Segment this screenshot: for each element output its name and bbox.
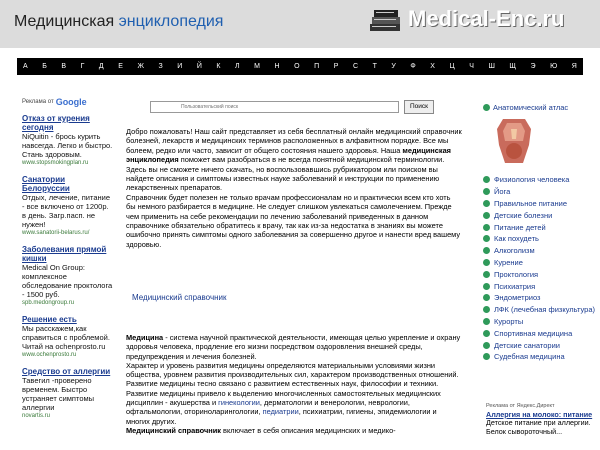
medical-reference-link[interactable]: Медицинский справочник: [132, 293, 227, 302]
category-link[interactable]: [483, 339, 600, 351]
ads-list: [22, 114, 114, 421]
intro-paragraph-2: Справочник будет полезен не только врачам профессионалам но и практически всем кто хоть бы немного разбирается в медицине. Не следует слишком увлекаться самолечением. Прежде чем применить на себе рекомендации по лечению заболеваний приведенных в данном справочнике обязательно обратитесь к врачу, так как из-за недостатка в знаниях вы можете ошибочно принять симптомы одного заболевания за совершенно другое и нанести вред вашему здоровью.: [126, 192, 461, 249]
right-ad-body: Детское питание при аллергии. Белок сывороточный...: [486, 418, 591, 436]
alphabet-letter[interactable]: Ф: [410, 63, 416, 70]
alphabet-letter[interactable]: Т: [372, 63, 377, 70]
google-brand: Google: [55, 97, 87, 107]
ad-url[interactable]: www.ochenprosto.ru: [22, 352, 77, 358]
ad-item: [22, 114, 114, 168]
alphabet-letter[interactable]: Я: [571, 63, 577, 70]
category-link[interactable]: [483, 316, 600, 328]
bullet-icon: [483, 188, 490, 195]
bullet-icon: [483, 306, 490, 313]
category-label: Питание детей: [494, 222, 546, 232]
bullet-icon: [483, 342, 490, 349]
alphabet-letter[interactable]: Щ: [509, 63, 516, 70]
ad-url[interactable]: novartis.ru: [22, 413, 51, 419]
bullet-icon: [483, 271, 490, 278]
category-label: Судебная медицина: [494, 352, 565, 362]
bullet-icon: [483, 283, 490, 290]
main-paragraph-1: [126, 333, 462, 361]
ad-title-link[interactable]: Средство от аллергии: [22, 367, 111, 376]
category-label: Алкоголизм: [494, 246, 535, 256]
main-p3-b: , дерматологии и венерологии, неврологии, офтальмологии, оториноларингологии,: [126, 398, 410, 417]
category-label: Йога: [494, 187, 511, 197]
alphabet-letter[interactable]: Ж: [137, 63, 144, 70]
alphabet-letter[interactable]: К: [216, 63, 221, 70]
ad-title-link[interactable]: Санатории Белоруссии: [22, 175, 70, 193]
category-label: Детские санатории: [494, 340, 560, 350]
main-p4-bold: Медицинский справочник: [126, 425, 221, 435]
intro-paragraph-1: [126, 127, 462, 193]
main-paragraph-4: [126, 426, 462, 435]
intro-p1-start: Добро пожаловать! Наш сайт представляет из себя бесплатный онлайн медицинский справочник болезней, лекарств и медицинских терминов расположенных в алфавитном порядке. Все мы болеем, редко или часто, зависит от общего состояния нашего здоровья. Наша: [126, 127, 462, 155]
bullet-icon: [483, 318, 490, 325]
gynecology-link[interactable]: гинекологии: [218, 398, 260, 408]
ad-item: [22, 245, 114, 308]
main-p3-a: Развитие медицины привело к выделению многочисленных самостоятельных медицинских дисциплин - акушерства и: [126, 388, 441, 408]
bullet-icon: [483, 259, 490, 266]
alphabet-letter[interactable]: Р: [333, 63, 339, 70]
ad-title-link[interactable]: Решение есть: [22, 315, 77, 324]
alphabet-letter[interactable]: С: [352, 63, 359, 70]
anatomy-atlas-label: Анатомический атлас: [493, 103, 569, 112]
category-label: Курение: [494, 257, 523, 267]
main-paragraph-2: Характер и уровень развития медицины определяются материальными условиями жизни общества, уровнем развития производительных сил, характером производственных отношений. Развитие медицины тесно связано с развитием естественных наук, философии и техники.: [126, 360, 459, 389]
ads-label: [22, 98, 114, 107]
alphabet-letter[interactable]: Ю: [550, 63, 558, 70]
alphabet-letter[interactable]: Б: [42, 63, 47, 70]
header: [0, 0, 600, 48]
ad-item: [22, 367, 114, 421]
ad-url[interactable]: www.sanatorii-belarus.ru/: [22, 230, 90, 236]
category-label: Детские болезни: [494, 210, 553, 220]
right-ad-title[interactable]: Аллергия на молоко: питание: [486, 409, 593, 419]
category-link[interactable]: [483, 292, 600, 304]
bullet-icon: [483, 235, 490, 242]
site-title[interactable]: [14, 13, 223, 31]
ad-body: Отдых, лечение, питание - все включено от 1200р. в день. Загр.пасп. не нужен!: [22, 193, 111, 229]
anatomy-atlas-link[interactable]: [483, 103, 600, 112]
main-paragraph-3: [126, 389, 462, 426]
search-input[interactable]: [150, 101, 399, 113]
logo-text[interactable]: Medical-Enc.ru: [408, 6, 565, 31]
alphabet-letter[interactable]: Ц: [449, 63, 455, 70]
ad-item: [22, 315, 114, 360]
alphabet-letter[interactable]: И: [177, 63, 183, 70]
bullet-icon: [483, 104, 490, 111]
category-link[interactable]: [483, 268, 600, 280]
bullet-icon: [483, 247, 490, 254]
alphabet-letter[interactable]: З: [158, 63, 163, 70]
category-link[interactable]: [483, 351, 600, 363]
category-link[interactable]: [483, 198, 600, 210]
right-sidebar: [483, 103, 600, 363]
anatomy-image[interactable]: [483, 115, 545, 167]
category-list: [483, 174, 600, 363]
bullet-icon: [483, 330, 490, 337]
category-link[interactable]: [483, 280, 600, 292]
category-link[interactable]: [483, 257, 600, 269]
bullet-icon: [483, 176, 490, 183]
ad-url[interactable]: www.stopsmokingplan.ru: [22, 160, 89, 166]
alphabet-letter[interactable]: Ш: [488, 63, 495, 70]
alphabet-letter[interactable]: А: [23, 63, 28, 70]
alphabet-letter[interactable]: О: [294, 63, 300, 70]
site-title-part1: Медицинская: [14, 13, 119, 30]
alphabet-letter[interactable]: Е: [118, 63, 123, 70]
right-ad-label: Реклама от Яндекс.Директ: [486, 403, 555, 409]
search-button[interactable]: Поиск: [404, 100, 434, 114]
alphabet-letter[interactable]: Л: [235, 63, 240, 70]
main-p4-rest: включает в себя описания медицинских и медико-: [220, 425, 396, 435]
intro-p1-bold: медицинская энциклопедия: [126, 145, 451, 165]
main-text: [126, 333, 462, 435]
bullet-icon: [483, 353, 490, 360]
category-link[interactable]: [483, 174, 600, 186]
alphabet-letter[interactable]: Д: [98, 63, 104, 70]
category-link[interactable]: [483, 304, 600, 316]
pediatrics-link[interactable]: педиатрии: [262, 407, 299, 417]
category-link[interactable]: [483, 221, 600, 233]
site-title-part2: энциклопедия: [118, 13, 224, 30]
category-link[interactable]: [483, 245, 600, 257]
main-p3-c: , психиатрии, гигиены, эпидемиологии и многих других.: [126, 407, 437, 426]
ad-body: Medical On Group: комплексное обследование проктолога - 1500 руб.: [22, 263, 113, 299]
category-label: Курорты: [494, 316, 524, 326]
category-link[interactable]: [483, 209, 600, 221]
category-label: Как похудеть: [494, 234, 539, 244]
alphabet-letter[interactable]: Й: [196, 63, 202, 70]
main-p1-bold: Медицина: [126, 333, 164, 342]
alphabet-letter[interactable]: У: [391, 63, 396, 70]
category-label: Психиатрия: [494, 281, 536, 291]
category-link[interactable]: [483, 233, 600, 245]
ad-body: NiQuitin - брось курить навсегда. Легко и быстро. Стань здоровым.: [22, 132, 113, 159]
ad-item: [22, 175, 114, 238]
category-label: ЛФК (лечебная физкультура): [494, 305, 596, 315]
ad-url[interactable]: spb.medongroup.ru: [22, 300, 75, 306]
ad-body: Мы расскажем,как справиться с проблемой. Читай на ochenprosto.ru: [22, 324, 110, 351]
category-label: Правильное питание: [494, 198, 568, 208]
alphabet-letter[interactable]: М: [254, 63, 260, 70]
category-label: Спортивная медицина: [494, 328, 573, 338]
books-icon: [368, 8, 402, 34]
intro-p1-end: поможет вам разобраться в не всегда понятной медицинской терминологии. Здесь вы не сможете ничего скачать, но воспользовавшись рубрикатором или поиском вы найдете описания и симптомы известных науке заболеваний и инструкции по применению лекарственных препаратов.: [126, 155, 445, 193]
bullet-icon: [483, 212, 490, 219]
ad-body: Тавегил -проверено временем. Быстро устраняет симптомы аллергии: [22, 376, 95, 412]
alphabet-letter[interactable]: Г: [80, 63, 85, 70]
alphabet-letter[interactable]: П: [314, 63, 320, 70]
category-link[interactable]: [483, 186, 600, 198]
ads-label-text: Реклама от: [22, 99, 54, 105]
bullet-icon: [483, 200, 490, 207]
ad-title-link[interactable]: Заболевания прямой кишки: [22, 245, 107, 263]
alphabet-letter[interactable]: Э: [530, 63, 536, 70]
category-label: Проктология: [494, 269, 539, 279]
alphabet-letter[interactable]: Ч: [469, 63, 474, 70]
alphabet-letter[interactable]: Х: [430, 63, 435, 70]
alphabet-letter[interactable]: Н: [274, 63, 280, 70]
right-ad: [486, 402, 600, 436]
bullet-icon: [483, 294, 490, 301]
left-ads: [22, 98, 114, 421]
intro-text: [126, 127, 462, 249]
bullet-icon: [483, 224, 490, 231]
main-p1-rest: - система научной практической деятельности, имеющая целью укрепление и охрану здоровья человека, продление его жизни посредством оздоровления внешней среды, предупреждения и лечения болезней.: [126, 333, 461, 361]
alphabet-nav: [17, 58, 583, 75]
alphabet-letter[interactable]: В: [61, 63, 67, 70]
category-label: Эндометриоз: [494, 293, 541, 303]
ad-title-link[interactable]: Отказ от курения сегодня: [22, 114, 90, 132]
category-link[interactable]: [483, 327, 600, 339]
category-label: Физиология человека: [494, 175, 570, 185]
